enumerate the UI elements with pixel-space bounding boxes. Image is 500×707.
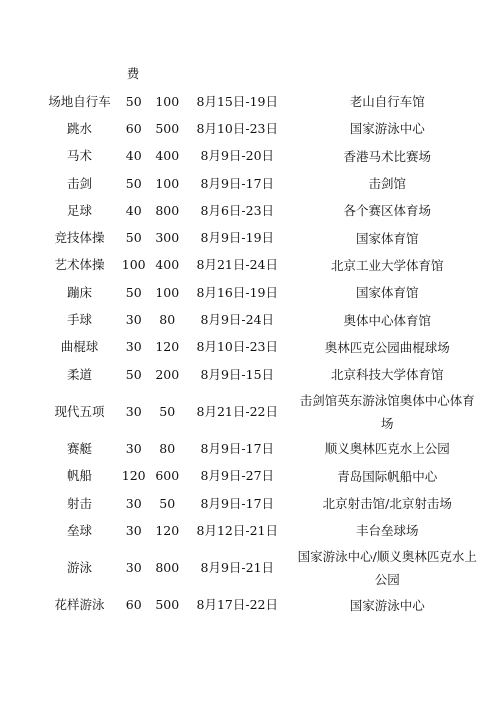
price-high-cell: 800 [155, 202, 180, 218]
price-low-cell: 120 [121, 468, 146, 484]
price-low-cell: 60 [125, 597, 142, 613]
event-schedule-table [40, 88, 480, 619]
price-high-cell: 100 [155, 175, 180, 191]
venue-cell: 北京科技大学体育馆 [331, 367, 444, 383]
table-row [40, 361, 480, 388]
price-high-cell: 400 [155, 148, 180, 164]
price-low-cell: 30 [125, 403, 142, 419]
sport-cell: 手球 [66, 312, 92, 328]
price-low-cell: 40 [125, 202, 142, 218]
table-row [40, 544, 480, 591]
date-cell: 8月16日-19日 [196, 284, 279, 300]
sport-cell: 跳水 [66, 120, 92, 136]
sport-cell: 竞技体操 [54, 230, 105, 246]
date-cell: 8月9日-19日 [200, 230, 275, 246]
sport-cell: 足球 [66, 202, 92, 218]
venue-cell: 丰台垒球场 [356, 523, 419, 539]
date-cell: 8月9日-17日 [200, 175, 275, 191]
sport-cell: 场地自行车 [48, 93, 111, 109]
sport-cell: 现代五项 [54, 403, 105, 419]
sport-cell: 赛艇 [66, 440, 92, 456]
sport-cell: 艺术体操 [54, 257, 105, 273]
price-header-fragment: 费 [126, 66, 140, 81]
price-high-cell: 50 [159, 403, 176, 419]
venue-cell: 北京工业大学体育馆 [331, 257, 444, 273]
price-high-cell: 80 [159, 312, 176, 328]
venue-cell: 国家游泳中心 [349, 597, 425, 613]
venue-cell: 击剑馆英东游泳馆奥体中心体育场 [299, 392, 475, 431]
date-cell: 8月9日-21日 [200, 559, 275, 575]
price-low-cell: 30 [125, 339, 142, 355]
price-high-cell: 100 [155, 284, 180, 300]
price-low-cell: 50 [125, 175, 142, 191]
price-low-cell: 30 [125, 312, 142, 328]
price-low-cell: 60 [125, 120, 142, 136]
date-cell: 8月9日-20日 [200, 148, 275, 164]
price-low-cell: 50 [125, 93, 142, 109]
sport-cell: 击剑 [66, 175, 92, 191]
sport-cell: 花样游泳 [54, 597, 105, 613]
venue-cell: 各个赛区体育场 [343, 203, 432, 219]
price-low-cell: 30 [125, 522, 142, 538]
venue-cell: 北京射击馆/北京射击场 [322, 496, 452, 511]
venue-cell: 顺义奥林匹克水上公园 [324, 441, 450, 457]
table-row [40, 490, 480, 517]
price-high-cell: 120 [155, 522, 180, 538]
price-low-cell: 100 [121, 257, 146, 273]
price-high-cell: 400 [155, 257, 180, 273]
date-cell: 8月10日-23日 [196, 339, 279, 355]
price-high-cell: 600 [155, 468, 180, 484]
date-cell: 8月9日-27日 [200, 468, 275, 484]
venue-cell: 老山自行车馆 [349, 94, 425, 110]
table-row [40, 463, 480, 490]
table-row [40, 591, 480, 618]
price-low-cell: 50 [125, 230, 142, 246]
price-low-cell: 30 [125, 440, 142, 456]
sport-cell: 柔道 [66, 366, 92, 382]
venue-cell: 国家游泳中心/顺义奥林匹克水上公园 [297, 548, 477, 587]
price-low-cell: 50 [125, 284, 142, 300]
date-cell: 8月15日-19日 [196, 93, 279, 109]
venue-cell: 国家体育馆 [356, 230, 419, 246]
date-cell: 8月9日-24日 [200, 312, 275, 328]
date-cell: 8月9日-15日 [200, 366, 275, 382]
table-row [40, 388, 480, 435]
price-low-cell: 40 [125, 148, 142, 164]
price-high-cell: 200 [155, 366, 180, 382]
venue-cell: 国家体育馆 [356, 285, 419, 301]
price-high-cell: 80 [159, 440, 176, 456]
table-row [40, 143, 480, 170]
date-cell: 8月12日-21日 [196, 522, 279, 538]
price-high-cell: 300 [155, 230, 180, 246]
table-row [40, 115, 480, 142]
price-low-cell: 30 [125, 495, 142, 511]
date-cell: 8月6日-23日 [200, 202, 275, 218]
table-row [40, 517, 480, 544]
price-low-cell: 30 [125, 559, 142, 575]
venue-cell: 国家游泳中心 [349, 121, 425, 137]
date-cell: 8月21日-22日 [196, 403, 279, 419]
table-row [40, 170, 480, 197]
sport-cell: 曲棍球 [60, 339, 99, 355]
price-high-cell: 100 [155, 93, 180, 109]
table-row [40, 252, 480, 279]
table-row [40, 306, 480, 333]
date-cell: 8月9日-17日 [200, 495, 275, 511]
table-row [40, 279, 480, 306]
price-high-cell: 50 [159, 495, 176, 511]
date-cell: 8月9日-17日 [200, 440, 275, 456]
price-high-cell: 500 [155, 120, 180, 136]
sport-cell: 马术 [66, 148, 92, 164]
table-row [40, 197, 480, 224]
venue-cell: 青岛国际帆船中心 [337, 468, 438, 484]
date-cell: 8月17日-22日 [196, 597, 279, 613]
sport-cell: 帆船 [66, 468, 92, 484]
table-row [40, 334, 480, 361]
date-cell: 8月10日-23日 [196, 120, 279, 136]
sport-cell: 游泳 [66, 559, 92, 575]
sport-cell: 垒球 [66, 522, 92, 538]
table-row [40, 88, 480, 115]
price-low-cell: 50 [125, 366, 142, 382]
venue-cell: 奥体中心体育馆 [343, 312, 432, 328]
table-row [40, 435, 480, 462]
price-high-cell: 800 [155, 559, 180, 575]
venue-cell: 奥林匹克公园曲棍球场 [324, 339, 450, 355]
venue-cell: 击剑馆 [368, 176, 407, 192]
venue-cell: 香港马术比赛场 [343, 148, 432, 164]
sport-cell: 射击 [66, 495, 92, 511]
date-cell: 8月21日-24日 [196, 257, 279, 273]
price-high-cell: 500 [155, 597, 180, 613]
price-high-cell: 120 [155, 339, 180, 355]
table-row [40, 224, 480, 251]
sport-cell: 蹦床 [66, 284, 92, 300]
